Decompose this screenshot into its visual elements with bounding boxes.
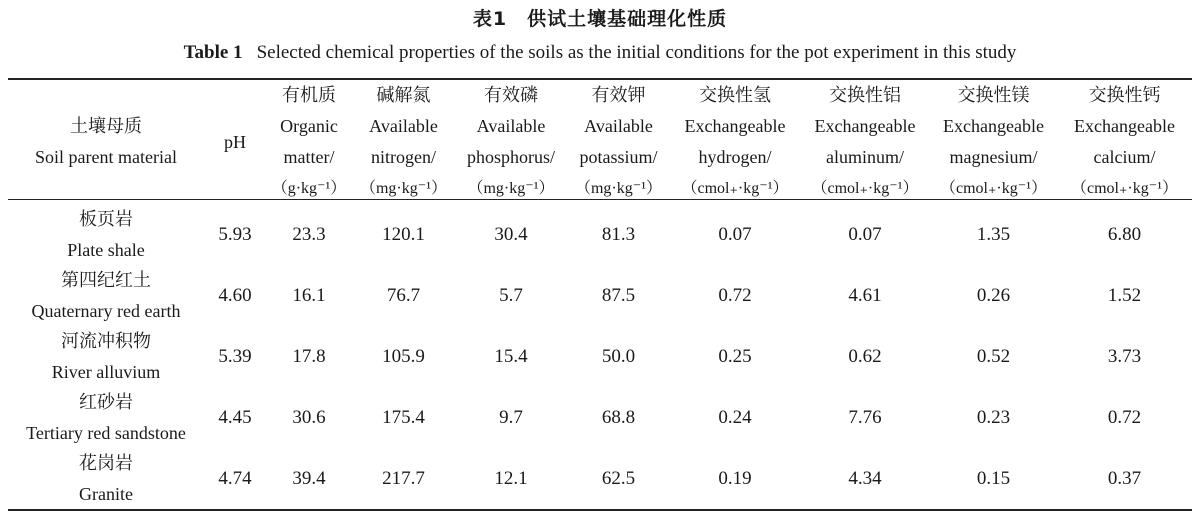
table-title-en [0,42,1200,64]
value-cell: 16.1 [292,284,326,306]
header-cn: 有机质 [282,85,336,106]
header-unit: （mg·kg⁻¹） [574,180,663,197]
value-cell: 23.3 [292,223,326,245]
header-cn: 有效磷 [484,85,538,106]
header-available-potassium [567,80,670,204]
soil-parent-material-cell [8,448,204,509]
table-body [8,204,1192,509]
material-name-en: River alluvium [51,361,161,382]
value-cell: 30.6 [292,406,326,428]
value-cell: 105.9 [382,345,425,367]
header-en1: Exchangeable [684,116,786,136]
table-caption: Selected chemical properties of the soils as the initial conditions for the pot experiment in this study [256,42,1017,63]
value-cell: 3.73 [1107,345,1142,367]
value-cell: 175.4 [382,406,425,428]
value-cell: 4.74 [218,467,252,489]
header-unit: （cmol₊·kg⁻¹） [811,180,919,197]
header-exchangeable-calcium [1057,80,1192,204]
header-en2: hydrogen/ [698,147,772,167]
header-organic-matter [266,80,352,204]
material-name-en: Granite [79,483,133,504]
table-title-cn: 表1 供试土壤基础理化性质 [472,8,728,30]
header-available-nitrogen [352,80,455,204]
value-cell: 0.23 [976,406,1011,428]
header-en: Soil parent material [35,147,177,167]
header-cn: 有效钾 [591,85,646,106]
header-cn: 交换性钙 [1088,85,1161,106]
value-cell: 15.4 [494,345,528,367]
value-cell: 76.7 [386,284,421,306]
value-cell: 0.25 [718,345,752,367]
value-cell: 17.8 [292,345,326,367]
header-unit: （mg·kg⁻¹） [467,180,555,197]
value-cell: 0.72 [718,284,752,306]
header-en2: calcium/ [1093,147,1156,167]
value-cell: 4.60 [218,284,252,306]
table-row [8,448,1192,509]
value-cell: 9.7 [499,406,523,428]
value-cell: 0.26 [976,284,1011,306]
header-unit: （cmol₊·kg⁻¹） [681,180,789,197]
value-cell: 5.39 [218,345,252,367]
header-cn: 交换性镁 [957,85,1030,106]
table-row [8,265,1192,326]
value-cell: 0.37 [1107,467,1142,489]
value-cell: 62.5 [601,467,636,489]
value-cell: 0.62 [848,345,882,367]
material-name-cn: 第四纪红土 [61,269,151,291]
material-name-en: Tertiary red sandstone [26,422,186,443]
header-en1: Available [476,116,546,136]
value-cell: 81.3 [601,223,636,245]
material-name-cn: 红砂岩 [79,391,133,413]
header-unit: （cmol₊·kg⁻¹） [1070,180,1178,197]
bottom-rule [8,509,1192,511]
value-cell: 120.1 [382,223,425,245]
value-cell: 0.24 [718,406,752,428]
value-cell: 5.93 [218,223,252,245]
material-name-en: Plate shale [67,239,145,260]
value-cell: 30.4 [494,223,528,245]
material-name-en: Quaternary red earth [31,300,181,321]
value-cell: 6.80 [1107,223,1142,245]
value-cell: 12.1 [494,467,528,489]
material-name-cn: 板页岩 [79,208,133,230]
header-unit: （cmol₊·kg⁻¹） [939,180,1047,197]
header-unit: （g·kg⁻¹） [271,180,347,197]
header-en2: matter/ [283,147,335,167]
header-en1: Available [369,116,438,136]
material-name-cn: 花岗岩 [79,452,133,474]
value-cell: 1.35 [976,223,1011,245]
value-cell: 5.7 [499,284,523,306]
value-cell: 1.52 [1107,284,1142,306]
header-en1: Exchangeable [814,116,916,136]
header-en2: aluminum/ [826,147,904,167]
header-en2: magnesium/ [949,147,1038,167]
value-cell: 0.19 [718,467,752,489]
value-cell: 0.52 [976,345,1011,367]
header-en: pH [224,131,246,152]
header-en1: Available [584,116,653,136]
value-cell: 4.34 [848,467,882,489]
header-exchangeable-aluminum [800,80,930,204]
header-en1: Exchangeable [943,116,1044,136]
header-cn: 交换性氢 [699,85,771,106]
header-cn: 碱解氮 [376,85,431,106]
value-cell: 39.4 [292,467,326,489]
table-row [8,326,1192,387]
header-cn: 交换性铝 [829,85,901,106]
value-cell: 4.45 [218,406,252,428]
header-cn: 土壤母质 [70,116,142,137]
value-cell: 4.61 [848,284,882,306]
soil-parent-material-cell [8,204,204,265]
header-en2: nitrogen/ [371,147,436,167]
value-cell: 0.07 [718,223,752,245]
header-en2: potassium/ [579,147,658,167]
table-number: Table 1 [183,42,243,63]
value-cell: 0.07 [848,223,882,245]
soil-parent-material-cell [8,265,204,326]
header-exchangeable-hydrogen [670,80,800,204]
table-row [8,387,1192,448]
material-name-cn: 河流冲积物 [61,330,151,352]
value-cell: 87.5 [601,284,636,306]
value-cell: 0.15 [976,467,1011,489]
header-ph [204,80,266,204]
table-row [8,204,1192,265]
header-available-phosphorus [455,80,567,204]
header-row [8,80,1192,204]
value-cell: 0.72 [1107,406,1142,428]
soil-parent-material-cell [8,326,204,387]
soil-properties-table [8,80,1192,509]
value-cell: 50.0 [601,345,636,367]
soil-parent-material-cell [8,387,204,448]
header-en1: Exchangeable [1074,116,1175,136]
header-en2: phosphorus/ [466,147,555,167]
value-cell: 68.8 [601,406,636,428]
header-en1: Organic [280,116,338,136]
value-cell: 217.7 [382,467,425,489]
header-soil-parent-material [8,80,204,204]
header-unit: （mg·kg⁻¹） [359,180,448,197]
value-cell: 7.76 [848,406,882,428]
header-exchangeable-magnesium [930,80,1057,204]
